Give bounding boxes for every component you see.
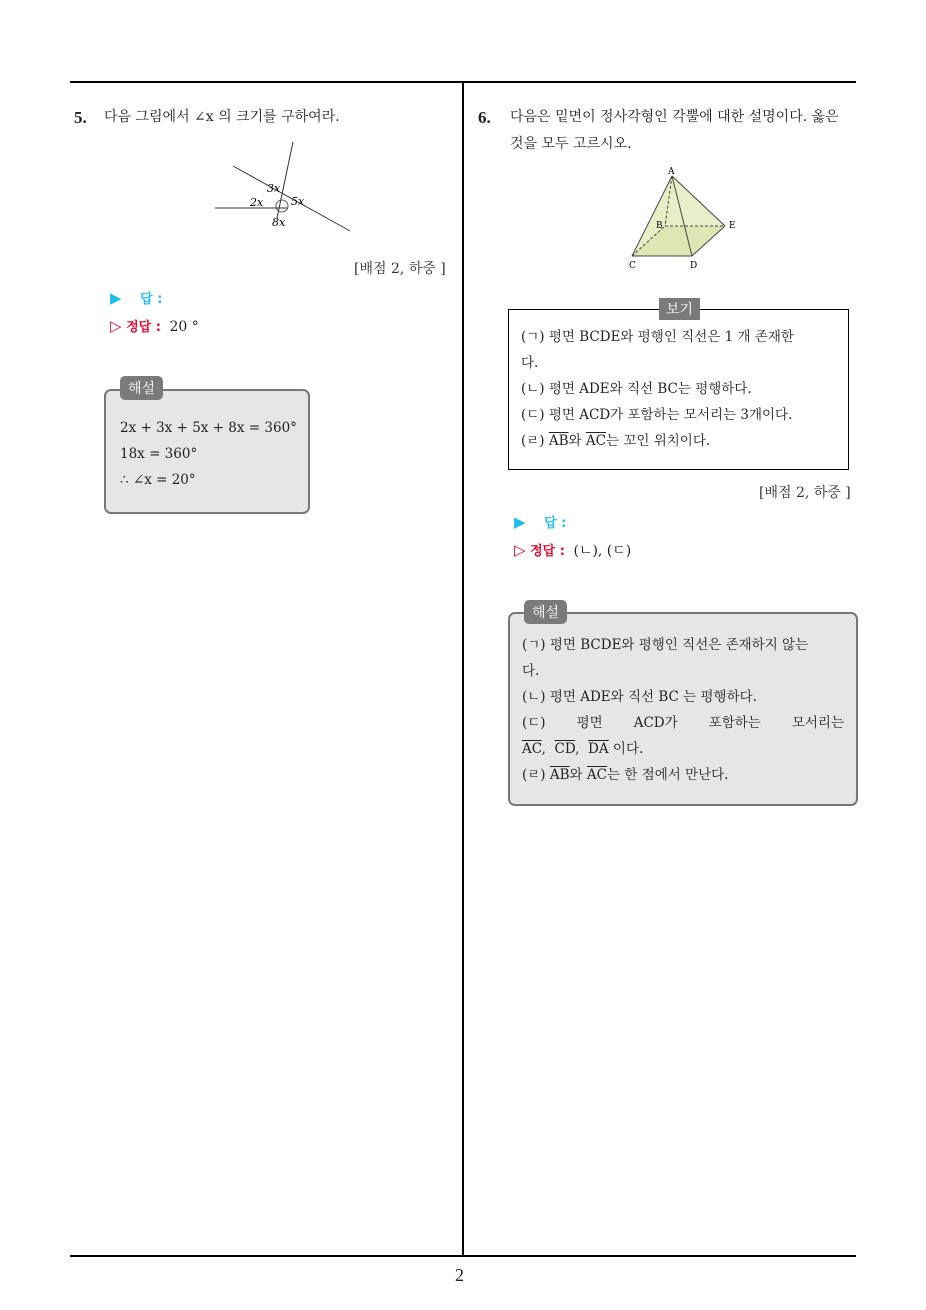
segment-ac: $\overline{AC}$	[586, 767, 607, 783]
conjunction: 와	[568, 433, 586, 449]
item-prefix: (ㄹ)	[522, 767, 550, 783]
conjunction: 와	[569, 767, 587, 783]
play-icon: ▶	[110, 289, 122, 307]
play-icon: ▶	[514, 513, 526, 531]
question-number: 5.	[74, 108, 87, 127]
explanation-tag: 해설	[120, 376, 163, 400]
pyramid-figure	[622, 164, 752, 274]
answer-label: 답 :	[544, 516, 567, 531]
vertex-label-c: C	[629, 261, 636, 271]
angle-label-2x: 2x	[250, 196, 264, 209]
line-suffix: 이다.	[608, 741, 644, 757]
explanation-box	[104, 389, 310, 514]
correct-value: (ㄴ), (ㄷ)	[573, 543, 632, 559]
angle-figure	[205, 136, 355, 236]
bogi-item-2: (ㄴ) 평면 ADE와 직선 BC는 평행하다.	[521, 381, 752, 397]
angle-label-3x: 3x	[267, 182, 281, 195]
bogi-item-3: (ㄷ) 평면 ACD가 포함하는 모서리는 3개이다.	[521, 407, 793, 423]
explanation-line: ∴ ∠x = 20°	[120, 472, 196, 488]
vertex-label-a: A	[668, 167, 675, 177]
explanation-line: 2x + 3x + 5x + 8x = 360°	[120, 420, 297, 436]
explanation-tag: 해설	[524, 600, 567, 624]
bogi-item-1-cont: 다.	[521, 355, 539, 371]
answer-label: 답 :	[140, 292, 163, 307]
segment-ac: $\overline{AC}$	[522, 741, 542, 757]
angle-label-5x: 5x	[291, 195, 305, 208]
explanation-line: (ㄴ) 평면 ADE와 직선 BC 는 평행하다.	[522, 689, 757, 705]
correct-answer-row	[514, 540, 631, 560]
bogi-tag: 보기	[659, 298, 700, 320]
item-prefix: (ㄹ)	[521, 433, 549, 449]
explanation-line: 다.	[522, 663, 540, 679]
answer-row	[514, 512, 566, 531]
explanation-line: (ㄱ) 평면 BCDE와 평행인 직선은 존재하지 않는	[522, 637, 809, 653]
bogi-box	[508, 309, 849, 470]
segment-ab: $\overline{AB}$	[549, 767, 570, 783]
vertex-label-e: E	[729, 221, 736, 231]
angle-label-8x: 8x	[272, 216, 286, 229]
correct-label: 정답 :	[126, 320, 161, 335]
explanation-box	[508, 612, 858, 806]
bottom-rule	[70, 1255, 856, 1257]
segment-da: $\overline{DA}$	[588, 741, 609, 757]
segment-ac: $\overline{AC}$	[585, 433, 606, 449]
item-suffix: 는 꼬인 위치이다.	[605, 433, 711, 449]
item-suffix: 는 한 점에서 만난다.	[606, 767, 729, 783]
vertex-label-d: D	[690, 261, 698, 271]
question-text: 다음 그림에서 ∠x 의 크기를 구하여라.	[104, 109, 340, 125]
correct-answer-row	[110, 316, 199, 335]
segment-ab: $\overline{AB}$	[548, 433, 569, 449]
correct-label: 정답 :	[530, 544, 565, 559]
page-number: 2	[455, 1265, 464, 1285]
explanation-line: 18x = 360°	[120, 446, 198, 462]
score-label: [배점 2, 하중 ]	[354, 261, 446, 277]
bogi-item-4	[521, 428, 710, 454]
bogi-item-1: (ㄱ) 평면 BCDE와 평행인 직선은 1 개 존재한	[521, 329, 794, 345]
explanation-line	[522, 762, 728, 788]
outline-triangle-icon: ▷	[514, 541, 526, 559]
score-label: [배점 2, 하중 ]	[759, 485, 851, 501]
correct-value: 20 °	[169, 319, 199, 335]
segment-cd: $\overline{CD}$	[554, 741, 576, 757]
answer-row	[110, 288, 162, 307]
question-number: 6.	[478, 108, 491, 127]
explanation-line: $\overline{AC}$, $\overline{CD}$, $\overline{DA}$ 이다.	[522, 741, 644, 757]
question-text-line-2: 것을 모두 고르시오.	[510, 136, 632, 152]
explanation-line: (ㄷ) 평면 ACD가 포함하는 모서리는	[522, 715, 844, 731]
column-divider	[462, 83, 464, 1256]
outline-triangle-icon: ▷	[110, 317, 122, 335]
question-text-line-1: 다음은 밑면이 정사각형인 각뿔에 대한 설명이다. 옳은	[510, 109, 839, 125]
vertex-label-b: B	[656, 221, 663, 231]
